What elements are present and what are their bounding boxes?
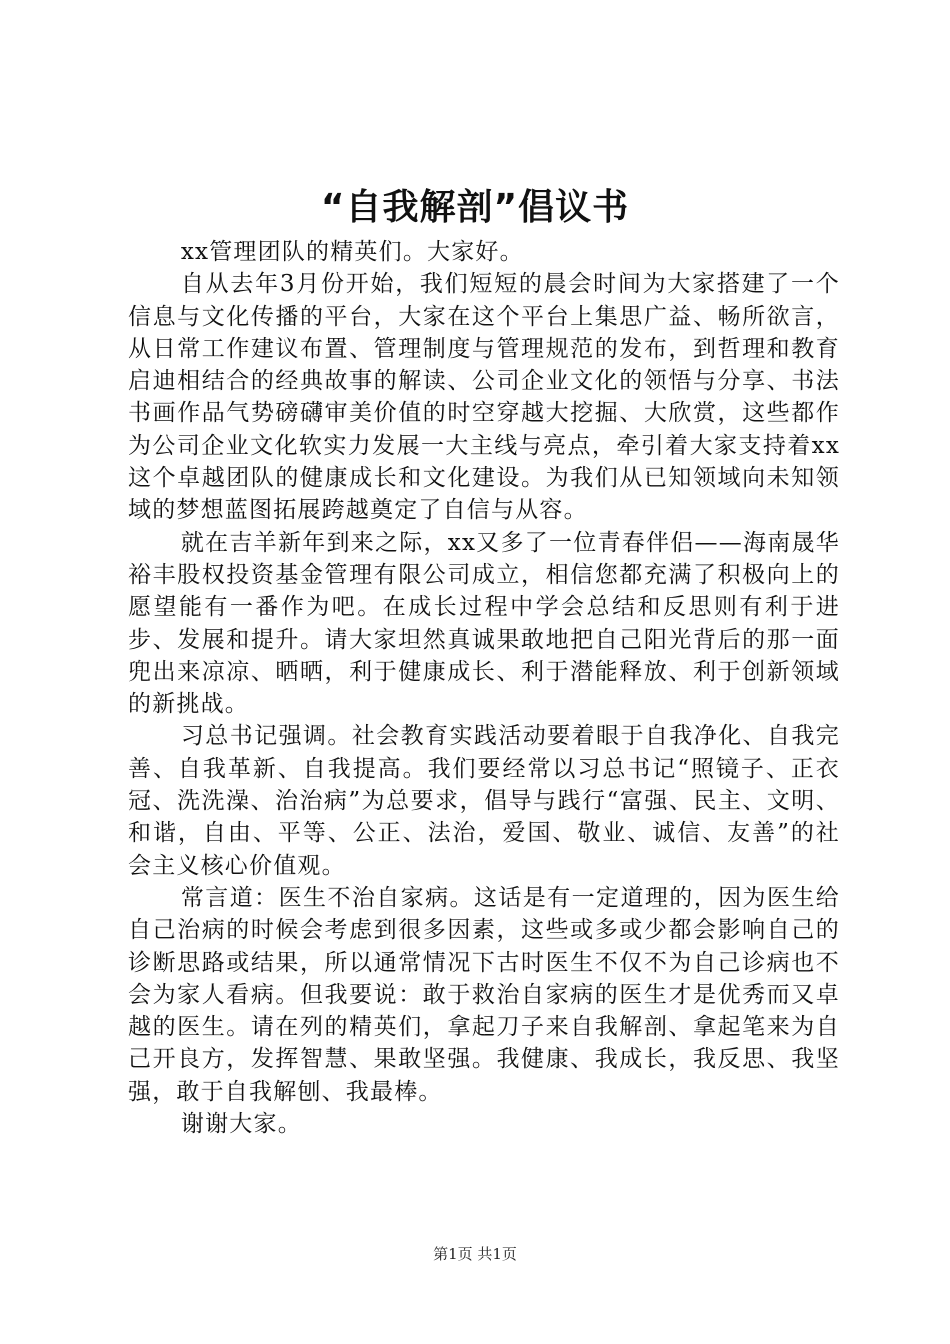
page-footer: 第1页 共1页 — [433, 1245, 517, 1263]
closing-paragraph: 谢谢大家。 — [180, 1111, 302, 1138]
body-paragraph: 自从去年3月份开始，我们短短的晨会时间为大家搭建了一个信息与文化传播的平台，大家在这个平台上集思广益、畅所欲言，从日常工作建议布置、管理制度与管理规范的发布，到哲理和教育启迪相结合的经典故事的解读、公司企业文化的领悟与分享、书法书画作品气势磅礴审美价值的时空穿越大挖掘、大欣赏，这些都作为公司企业文化软实力发展一大主线与亮点，牵引着大家支持着xx这个卓越团队的健康成长和文化建设。为我们从已知领域向未知领域的梦想蓝图拓展跨越奠定了自信与从容。 — [128, 271, 840, 524]
document-body — [128, 236, 840, 1140]
document-title: “自我解剖”倡议书 — [320, 187, 630, 228]
body-paragraph: 习总书记强调。社会教育实践活动要着眼于自我净化、自我完善、自我革新、自我提高。我们要经常以习总书记“照镜子、正衣冠、洗洗澡、治治病”为总要求，倡导与践行“富强、民主、文明、和谐，自由、平等、公正、法治，爱国、敬业、诚信、友善”的社会主义核心价值观。 — [128, 723, 840, 879]
body-paragraph: 就在吉羊新年到来之际，xx又多了一位青春伴侣——海南晟华裕丰股权投资基金管理有限公司成立，相信您都充满了积极向上的愿望能有一番作为吧。在成长过程中学会总结和反思则有利于进步、发展和提升。请大家坦然真诚果敢地把自己阳光背后的那一面兜出来凉凉、晒晒，利于健康成长、利于潜能释放、利于创新领域的新挑战。 — [128, 529, 840, 718]
greeting-paragraph: xx管理团队的精英们。大家好。 — [180, 239, 524, 265]
body-paragraph: 常言道：医生不治自家病。这话是有一定道理的，因为医生给自己治病的时候会考虑到很多因素，这些或多或少都会影响自己的诊断思路或结果，所以通常情况下古时医生不仅不为自己诊病也不会为家人看病。但我要说：敢于救治自家病的医生才是优秀而又卓越的医生。请在列的精英们，拿起刀子来自我解剖、拿起笔来为自己开良方，发挥智慧、果敢坚强。我健康、我成长，我反思、我坚强，敢于自我解刨、我最棒。 — [128, 884, 840, 1105]
